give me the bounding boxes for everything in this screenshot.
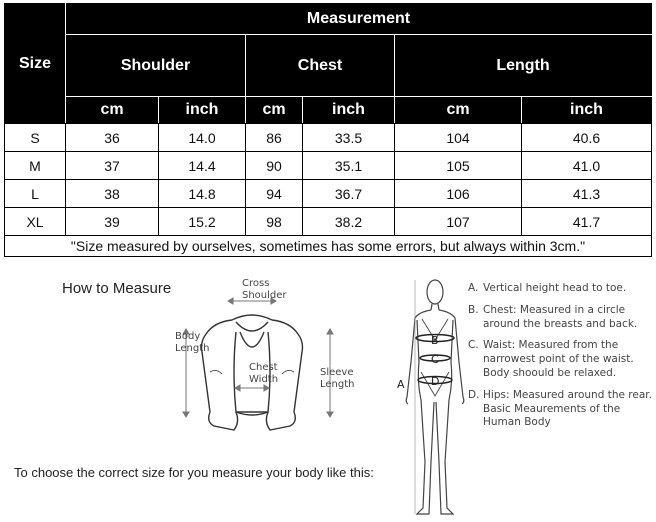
chest-header: Chest <box>246 35 395 97</box>
choose-size-text: To choose the correct size for you measure your body like this: <box>14 465 374 480</box>
sleeve-length-label-line1: Sleeve <box>320 367 354 378</box>
table-row <box>5 124 652 152</box>
sleeve-length-label-line2: Length <box>320 379 355 390</box>
value-cell: 14.0 <box>159 124 246 152</box>
unit-header: cm <box>66 97 159 124</box>
body-length-label-line1: Body <box>175 331 201 342</box>
value-cell: 90 <box>246 152 303 180</box>
instruction-d <box>468 389 653 430</box>
table-row <box>5 180 652 208</box>
value-cell: 36 <box>66 124 159 152</box>
value-cell: 41.3 <box>522 180 652 208</box>
instruction-letter: C. <box>468 339 479 352</box>
size-cell: L <box>5 180 66 208</box>
value-cell: 106 <box>395 180 522 208</box>
value-cell: 39 <box>66 208 159 236</box>
instruction-text: Vertical height head to toe. <box>483 282 627 294</box>
value-cell: 107 <box>395 208 522 236</box>
size-table <box>4 3 652 257</box>
cross-label-line1: Cross <box>242 278 270 289</box>
instruction-letter: A. <box>468 282 479 294</box>
unit-header: inch <box>159 97 246 124</box>
value-cell: 105 <box>395 152 522 180</box>
size-cell: M <box>5 152 66 180</box>
figure-label-a: A <box>397 378 405 391</box>
cross-label-line2: Shoulder <box>242 290 287 301</box>
value-cell: 94 <box>246 180 303 208</box>
value-cell: 104 <box>395 124 522 152</box>
value-cell: 36.7 <box>303 180 395 208</box>
measure-instructions <box>468 282 653 438</box>
size-header: Size <box>5 4 66 124</box>
instruction-b <box>468 304 653 332</box>
value-cell: 35.1 <box>303 152 395 180</box>
chest-width-label-line2: Width <box>249 374 279 385</box>
size-cell: XL <box>5 208 66 236</box>
value-cell: 33.5 <box>303 124 395 152</box>
size-note: "Size measured by ourselves, sometimes has some errors, but always within 3cm." <box>5 236 652 257</box>
value-cell: 40.6 <box>522 124 652 152</box>
figure-label-d: D <box>431 375 440 388</box>
instruction-text: Waist: Measured from the narrowest point of the waist. Body shoould be relaxed. <box>483 339 634 379</box>
value-cell: 41.7 <box>522 208 652 236</box>
length-header: Length <box>395 35 652 97</box>
value-cell: 37 <box>66 152 159 180</box>
instruction-c <box>468 339 653 380</box>
instruction-letter: B. <box>468 303 479 316</box>
garment-diagram <box>170 272 370 442</box>
instruction-letter: D. <box>468 388 480 401</box>
chest-width-label-line1: Chest <box>249 362 278 373</box>
table-row <box>5 152 652 180</box>
instruction-a <box>468 282 653 296</box>
figure-label-b: B <box>431 334 439 347</box>
instruction-text: Chest: Measured in a circle around the breasts and back. <box>483 303 638 330</box>
body-figure <box>395 272 470 522</box>
measurement-header: Measurement <box>66 4 652 35</box>
value-cell: 41.0 <box>522 152 652 180</box>
value-cell: 38.2 <box>303 208 395 236</box>
size-cell: S <box>5 124 66 152</box>
size-rows <box>5 124 652 236</box>
unit-header: cm <box>246 97 303 124</box>
shoulder-header: Shoulder <box>66 35 246 97</box>
instruction-text: Hips: Measured around the rear. Basic Meaurements of the Human Body <box>483 388 652 429</box>
figure-label-c: C <box>431 353 439 366</box>
table-row <box>5 208 652 236</box>
value-cell: 98 <box>246 208 303 236</box>
value-cell: 14.8 <box>159 180 246 208</box>
unit-header: cm <box>395 97 522 124</box>
value-cell: 38 <box>66 180 159 208</box>
unit-header: inch <box>303 97 395 124</box>
value-cell: 15.2 <box>159 208 246 236</box>
how-to-measure-title: How to Measure <box>62 280 172 297</box>
unit-header: inch <box>522 97 652 124</box>
value-cell: 86 <box>246 124 303 152</box>
body-length-label-line2: Length <box>175 343 210 354</box>
value-cell: 14.4 <box>159 152 246 180</box>
